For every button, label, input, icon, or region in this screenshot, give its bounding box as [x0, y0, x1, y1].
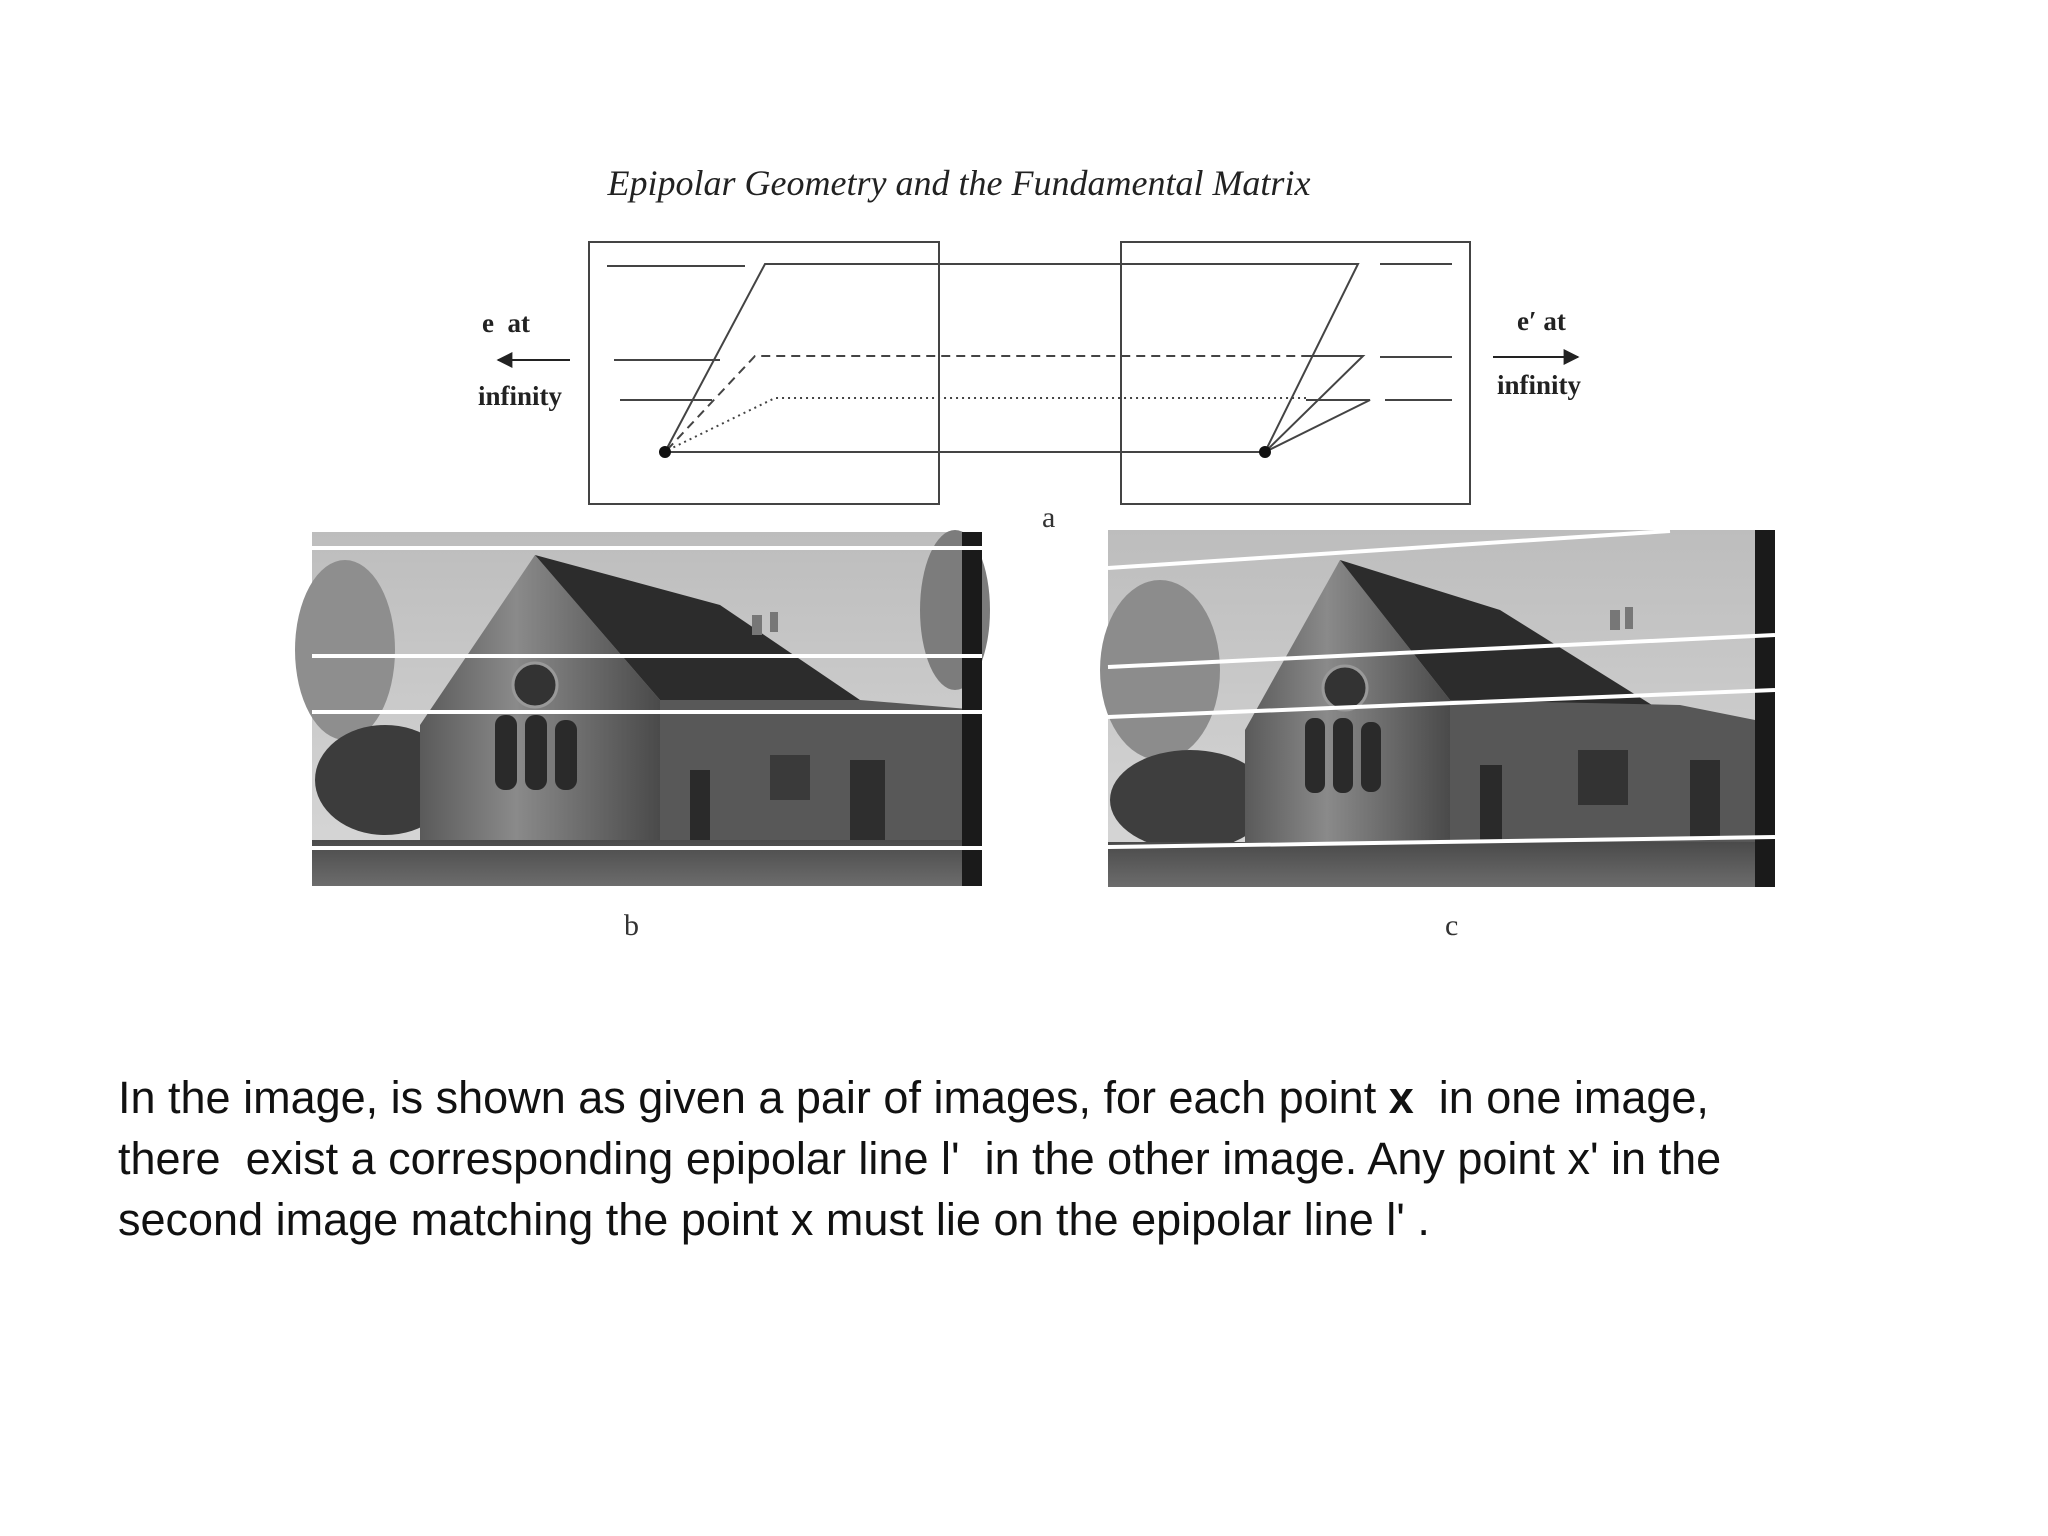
caption-point-x: x — [1388, 1072, 1414, 1123]
caption-paragraph — [118, 1067, 1968, 1250]
figure-title: Epipolar Geometry and the Fundamental Matrix — [607, 163, 1311, 203]
caption-line-2: there exist a corresponding epipolar line l' in the other image. Any point x' in the — [118, 1133, 1722, 1184]
dotted-ray — [668, 398, 1306, 450]
panel-b-photo — [295, 530, 990, 886]
caption-line-3: second image matching the point x must lie on the epipolar line l' . — [118, 1194, 1430, 1245]
caption-line-1 — [118, 1067, 1968, 1128]
right-image-point — [1259, 446, 1271, 458]
left-image-point — [659, 446, 671, 458]
epipolar-plane-outline — [665, 264, 1358, 452]
panel-label-a: a — [1042, 501, 1056, 534]
dashed-ray — [667, 356, 1306, 450]
right-image-frame — [1121, 242, 1470, 504]
right-infinity-label-line1: e′ at — [1517, 306, 1566, 336]
panel-label-b: b — [624, 909, 639, 942]
right-ray-fan-2 — [1265, 400, 1370, 452]
left-infinity-label-line2: infinity — [478, 381, 563, 411]
right-ray-fan — [1265, 356, 1363, 452]
right-infinity-label-line2: infinity — [1497, 370, 1582, 400]
panel-a-diagram — [589, 242, 1470, 504]
caption-line-1-after: in one image, — [1413, 1072, 1709, 1123]
left-image-frame — [589, 242, 939, 504]
left-infinity-label-line1: e at — [482, 308, 530, 338]
caption-line-1-before: In the image, is shown as given a pair of images, for each point — [118, 1072, 1389, 1123]
panel-label-c: c — [1445, 909, 1459, 942]
panel-c-photo — [1100, 530, 1775, 887]
